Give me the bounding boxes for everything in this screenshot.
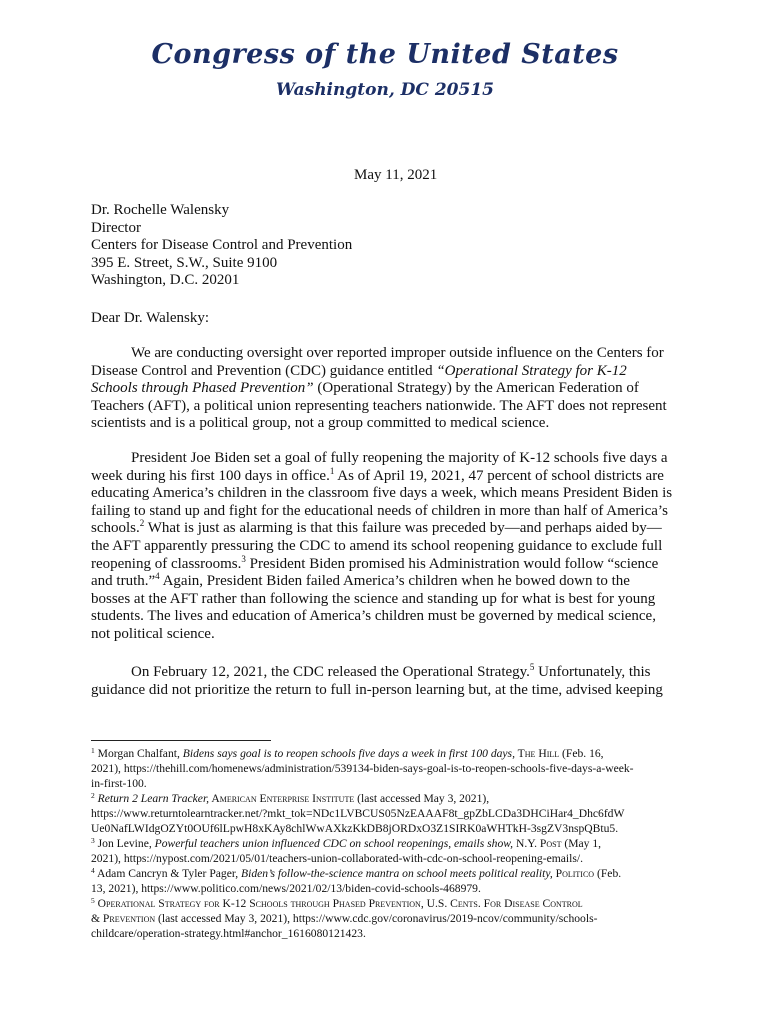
footnote-ref-1: 1 [329,465,335,476]
text: not political science. [91,625,215,642]
letter-date: May 11, 2021 [354,167,438,183]
text: schools. [91,520,140,537]
text: President Joe Biden set a goal of fully reopening the majority of K-12 schools five days a [131,450,668,466]
footnote-5 [91,896,681,941]
publication: N.Y. Post [513,837,562,850]
italic-text: Biden’s follow-the-science mantra on school meets political reality, [241,867,553,880]
italic-text: Schools through Phased Prevention” [91,380,314,397]
text: Adam Cancryn & Tyler Pager, [94,867,242,880]
footnote-line: 13, 2021), https://www.politico.com/news/2021/02/13/biden-covid-schools-468979. [91,882,481,895]
text: What is just as alarming is that this failure was preceded by—and perhaps aided by— [144,520,662,537]
text: failing to stand up and fight for the educational needs of children in more than half of America’s [91,502,668,519]
text: (last accessed May 3, 2021), https://www.cdc.gov/coronavirus/2019-ncov/community/schools- [155,912,598,925]
italic-text: Powerful teachers union influenced CDC on school reopenings, emails show, [154,837,514,850]
paragraph-line [91,380,679,398]
letterhead-subtitle: Washington, DC 20515 [276,80,494,100]
footnote-number: 2 [91,791,95,800]
text: On February 12, 2021, the CDC released the Operational Strategy. [131,664,530,680]
text: guidance did not prioritize the return to full in-person learning but, at the time, advised keeping [91,681,663,698]
footnote-line [91,836,681,851]
publication: The Hill [514,747,560,760]
text: (May 1, [561,837,602,850]
paragraph-line [91,415,679,433]
recipient-organization: Centers for Disease Control and Prevention [91,237,353,254]
publication: Politico [552,867,595,880]
paragraph-line [91,450,679,468]
footnote-line [91,866,681,881]
footnote-line [91,791,681,806]
text: bosses at the AFT rather than following the science and standing up for what is best for young [91,590,656,607]
footnote-number: 4 [91,866,95,875]
footnote-line: 2021), https://nypost.com/2021/05/01/teachers-union-collaborated-with-cdc-on-school-reopening-emails/. [91,852,583,865]
text: Jon Levine, [94,837,155,850]
text: (last accessed May 3, 2021), [354,792,490,805]
paragraph-line [91,664,679,682]
text: Teachers (AFT), a political union representing teachers nationwide. The AFT does not represent [91,397,667,414]
text: (Feb. [594,867,622,880]
footnote-ref-4: 4 [155,571,160,582]
publication: & Prevention [91,912,156,925]
footnote-divider [91,740,271,741]
footnote-number: 3 [91,836,95,845]
letterhead [0,38,770,102]
paragraph-3 [91,664,679,699]
footnote-2 [91,791,681,836]
footnotes [91,746,681,941]
footnote-ref-3: 3 [241,553,246,564]
recipient-name: Dr. Rochelle Walensky [91,202,230,218]
salutation: Dear Dr. Walensky: [91,310,210,326]
footnote-number: 1 [91,746,95,755]
paragraph-line [91,553,679,574]
text: scientists and is a political group, not a group committed to medical science. [91,415,550,432]
recipient-address [91,202,352,290]
footnote-line: childcare/operation-strategy.html#anchor_1616080121423. [91,927,366,940]
recipient-city: Washington, D.C. 20201 [91,272,240,289]
footnote-line [91,896,681,911]
italic-text: “Operational Strategy for K-12 [436,362,627,379]
letterhead-title: Congress of the United States [151,39,619,70]
publication: Operational Strategy for K-12 Schools through Phased Prevention, U.S. Cents. For Disease Control [94,897,583,910]
paragraph-line [91,626,679,644]
italic-text: Bidens says goal is to reopen schools five days a week in first 100 days, [182,747,515,760]
paragraph-line [91,363,679,381]
paragraph-line [91,465,679,486]
footnote-4 [91,866,681,896]
text: and truth.” [91,573,156,590]
recipient-title: Director [91,219,141,236]
footnote-line [91,746,681,761]
text: Morgan Chalfant, [94,747,183,760]
footnote-line [91,911,681,926]
italic-text: Return 2 Learn Tracker, [94,792,210,805]
paragraph-line [91,608,679,626]
text: As of April 19, 2021, 47 percent of school districts are [334,467,664,484]
footnote-ref-2: 2 [139,518,145,529]
footnote-line: 2021), https://thehill.com/homenews/administration/539134-biden-says-goal-is-to-reopen-schools-five-days-a-week- [91,762,634,775]
text: (Operational Strategy) by the American Federation of [313,380,639,397]
paragraph-line [91,573,679,591]
footnote-line: Ue0NafLWIdgOZYt0OUf6lLpwH8xKAy8chlWwAXkzKkDB8jORDxO3Z1SIRK0aWHTkH-3sgZV3nspQBtu5. [91,822,619,835]
paragraph-line [91,538,679,556]
footnote-number: 5 [91,896,95,905]
text: the AFT apparently pressuring the CDC to amend its school reopening guidance to exclude full [91,537,663,554]
paragraph-line [91,398,679,416]
paragraph-line [91,682,679,700]
text: Disease Control and Prevention (CDC) guidance entitled [91,362,437,379]
footnote-line: https://www.returntolearntracker.net/?mkt_tok=NDc1LVBCUS05NzEAAAF8t_gpZbLCDa3DHCiHar4_Dhc6fdW [91,807,625,820]
paragraph-1 [91,345,679,433]
text: Again, President Biden failed America’s children when he bowed down to the [159,573,630,590]
footnote-ref-5: 5 [529,662,535,672]
paragraph-line [91,503,679,521]
recipient-street: 395 E. Street, S.W., Suite 9100 [91,254,278,271]
footnote-3 [91,836,681,866]
paragraph-2 [91,450,679,644]
paragraph-line [91,345,679,363]
text: President Biden promised his Administration would follow “science [245,555,659,572]
text: (Feb. 16, [559,747,604,760]
text: Unfortunately, this [534,664,651,680]
footnote-1 [91,746,681,791]
text: students. The lives and education of America’s children must be governed by medical science, [91,608,656,625]
text: We are conducting oversight over reported improper outside influence on the Centers for [131,345,664,361]
footnote-line: in-first-100. [91,777,147,790]
text: reopening of classrooms. [91,555,242,572]
paragraph-line [91,520,679,538]
text: week during his first 100 days in office. [91,467,330,484]
publication: American Enterprise Institute [209,792,355,805]
paragraph-line [91,591,679,609]
text: educating America’s children in the classroom five days a week, which means President Biden is [91,485,673,502]
paragraph-line [91,485,679,503]
